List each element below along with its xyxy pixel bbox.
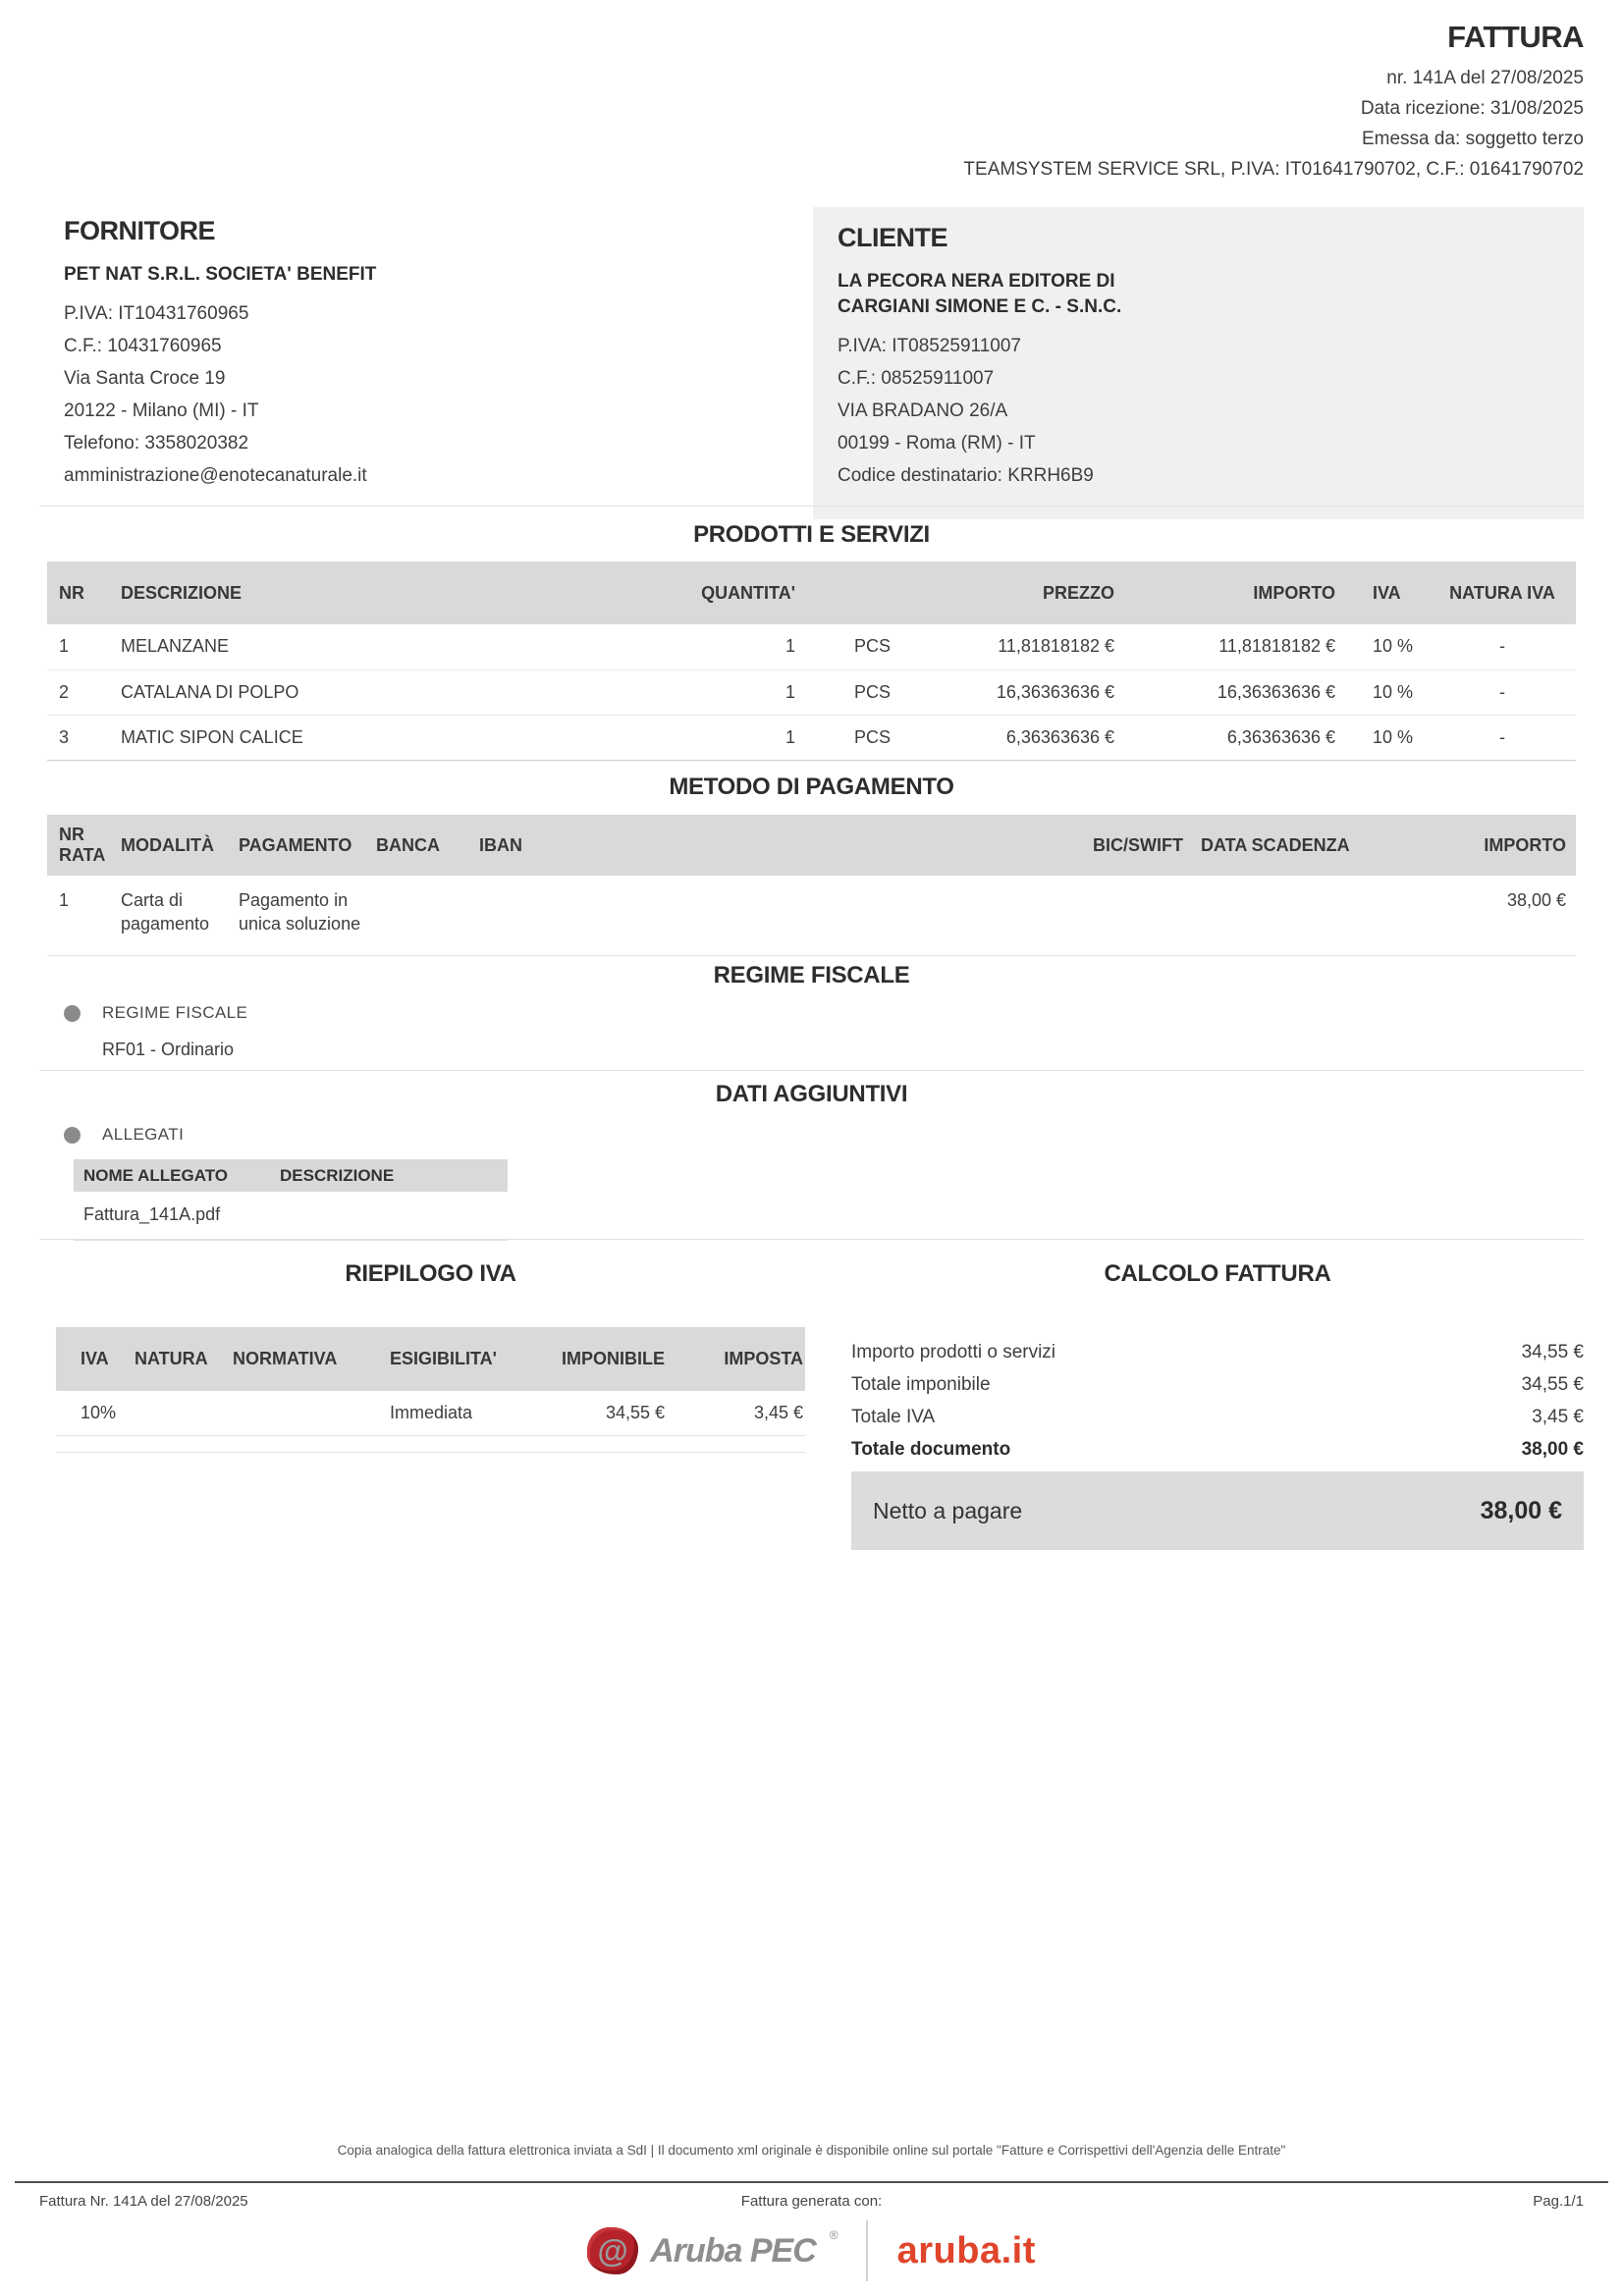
aruba-pec-wordmark: Aruba PEC: [650, 2231, 816, 2269]
footer-rule: [15, 2181, 1608, 2183]
intermediary-line: TEAMSYSTEM SERVICE SRL, P.IVA: IT01641790702, C.F.: 01641790702: [963, 159, 1584, 180]
col-iva: IVA: [1335, 561, 1429, 624]
footer-disclaimer: Copia analogica della fattura elettronica inviata a SdI | Il documento xml originale è disponibile online sul portale "Fatture e Corrispettivi dell'Agenzia delle Entrate": [337, 2143, 1286, 2158]
col-nome-allegato: NOME ALLEGATO: [83, 1165, 229, 1185]
cell-natura: -: [1429, 669, 1576, 715]
supplier-address: Via Santa Croce 19: [64, 368, 226, 389]
col-natura-iva: NATURA IVA: [1429, 561, 1576, 624]
bullet-icon: [64, 1127, 81, 1144]
cell-normativa: [233, 1391, 390, 1435]
registered-trademark-icon: ®: [829, 2228, 839, 2242]
regime-value: RF01 - Ordinario: [102, 1040, 235, 1059]
totals-label: Importo prodotti o servizi: [851, 1342, 1056, 1362]
payment-section-title: METODO DI PAGAMENTO: [669, 774, 954, 800]
allegati-header-row: [74, 1159, 508, 1192]
totals-value: 38,00 €: [1521, 1439, 1584, 1460]
customer-city: 00199 - Roma (RM) - IT: [838, 433, 1036, 454]
col-bic-swift: BIC/SWIFT: [992, 815, 1183, 876]
products-table: [47, 561, 1576, 761]
cell-iva: 10 %: [1335, 624, 1429, 669]
cell-descrizione: MATIC SIPON CALICE: [121, 715, 628, 760]
footer-invoice-ref: Fattura Nr. 141A del 27/08/2025: [39, 2193, 248, 2210]
additional-section-title: DATI AGGIUNTIVI: [715, 1081, 908, 1107]
cell-prezzo: 6,36363636 €: [893, 715, 1114, 760]
regime-label: REGIME FISCALE: [102, 1003, 248, 1022]
summary-section: [39, 1259, 1584, 1550]
customer-fiscal-code: C.F.: 08525911007: [838, 368, 995, 389]
col-nr: NR: [47, 561, 121, 624]
totals-label: Totale documento: [851, 1439, 1011, 1460]
totals-row: [851, 1368, 1584, 1401]
vat-table-footer-line: [56, 1452, 805, 1453]
section-divider: [39, 506, 1584, 507]
net-to-pay-label: Netto a pagare: [873, 1497, 1023, 1523]
col-modalita: MODALITÀ: [121, 815, 239, 876]
cell-prezzo: 11,81818182 €: [893, 624, 1114, 669]
cell-nr: 2: [47, 669, 121, 715]
col-descrizione: DESCRIZIONE: [121, 561, 628, 624]
totals-label: Totale IVA: [851, 1407, 936, 1427]
supplier-name: PET NAT S.R.L. SOCIETA' BENEFIT: [64, 264, 377, 285]
totals-title: CALCOLO FATTURA: [1104, 1260, 1331, 1287]
footer-generated-with: Fattura generata con:: [740, 2193, 883, 2210]
cell-iva: 10 %: [1335, 669, 1429, 715]
customer-name: LA PECORA NERA EDITORE DI CARGIANI SIMONE E C. - S.N.C.: [838, 271, 1122, 317]
table-row: [47, 715, 1576, 760]
customer-vat: P.IVA: IT08525911007: [838, 336, 1021, 356]
supplier-phone: Telefono: 3358020382: [64, 433, 249, 454]
customer-title: CLIENTE: [838, 223, 948, 252]
cell-um: PCS: [795, 715, 893, 760]
footer-page-number: Pag.1/1: [1533, 2193, 1584, 2210]
cell-esigibilita: Immediata: [390, 1391, 527, 1435]
totals-row: [851, 1401, 1584, 1433]
vat-header-row: [56, 1327, 805, 1391]
cell-prezzo: 16,36363636 €: [893, 669, 1114, 715]
col-quantita: QUANTITA': [628, 561, 795, 624]
regime-block: [64, 1003, 247, 1060]
table-row: [47, 624, 1576, 669]
table-row: [47, 669, 1576, 715]
col-banca: BANCA: [376, 815, 479, 876]
supplier-vat: P.IVA: IT10431760965: [64, 303, 249, 324]
reception-date-line: Data ricezione: 31/08/2025: [1360, 98, 1584, 119]
cell-iban: [479, 876, 992, 956]
invoice-number-line: nr. 141A del 27/08/2025: [1386, 68, 1584, 88]
cell-iva: 10%: [56, 1391, 135, 1435]
issued-by-line: Emessa da: soggetto terzo: [1361, 129, 1584, 149]
footer-info-bar: [0, 2193, 1623, 2210]
cell-imposta: 3,45 €: [665, 1391, 805, 1435]
cell-um: PCS: [795, 624, 893, 669]
vat-summary-title: RIEPILOGO IVA: [345, 1260, 516, 1287]
col-prezzo: PREZZO: [893, 561, 1114, 624]
cell-nr: 3: [47, 715, 121, 760]
cell-banca: [376, 876, 479, 956]
products-section-title: PRODOTTI E SERVIZI: [693, 521, 930, 548]
cell-nr-rata: 1: [47, 876, 121, 956]
aruba-it-wordmark: aruba.it: [896, 2229, 1036, 2271]
vat-summary-panel: [39, 1259, 805, 1550]
document-title: FATTURA: [1447, 20, 1584, 54]
supplier-panel: [39, 201, 766, 519]
col-data-scadenza: DATA SCADENZA: [1183, 815, 1389, 876]
cell-importo: 6,36363636 €: [1114, 715, 1335, 760]
col-imposta: IMPOSTA: [665, 1327, 805, 1391]
totals-row-document: [851, 1433, 1584, 1466]
table-row: [56, 1391, 805, 1435]
col-um: [795, 561, 893, 624]
aruba-pec-logo: [587, 2227, 839, 2274]
aruba-rose-at-icon: @: [587, 2227, 638, 2274]
cell-imponibile: 34,55 €: [527, 1391, 665, 1435]
col-importo: IMPORTO: [1389, 815, 1576, 876]
footer-logos: [0, 2209, 1623, 2293]
col-imponibile: IMPONIBILE: [527, 1327, 665, 1391]
cell-bic: [992, 876, 1183, 956]
invoice-totals-panel: [851, 1259, 1584, 1550]
supplier-city: 20122 - Milano (MI) - IT: [64, 400, 259, 421]
customer-panel: [813, 207, 1584, 519]
col-descrizione-allegato: DESCRIZIONE: [280, 1165, 395, 1185]
cell-pagamento: Pagamento in unica soluzione: [239, 876, 376, 956]
col-esigibilita: ESIGIBILITA': [390, 1327, 527, 1391]
vat-summary-table: [56, 1327, 805, 1436]
customer-address: VIA BRADANO 26/A: [838, 400, 1008, 421]
bullet-icon: [64, 1005, 81, 1022]
cell-natura: -: [1429, 715, 1576, 760]
totals-value: 3,45 €: [1532, 1407, 1584, 1427]
cell-quantita: 1: [628, 715, 795, 760]
totals-value: 34,55 €: [1521, 1374, 1584, 1395]
cell-um: PCS: [795, 669, 893, 715]
col-natura: NATURA: [135, 1327, 233, 1391]
totals-value: 34,55 €: [1521, 1342, 1584, 1362]
col-iva: IVA: [56, 1327, 135, 1391]
net-to-pay-box: [851, 1471, 1584, 1550]
regime-section-title: REGIME FISCALE: [713, 962, 910, 988]
allegati-block: [64, 1125, 508, 1241]
col-pagamento: PAGAMENTO: [239, 815, 376, 876]
payment-header-row: [47, 815, 1576, 876]
cell-importo: 16,36363636 €: [1114, 669, 1335, 715]
totals-label: Totale imponibile: [851, 1374, 991, 1395]
cell-scadenza: [1183, 876, 1389, 956]
col-importo: IMPORTO: [1114, 561, 1335, 624]
supplier-email: amministrazione@enotecanaturale.it: [64, 465, 367, 486]
supplier-title: FORNITORE: [64, 216, 216, 245]
allegati-label: ALLEGATI: [102, 1125, 185, 1144]
customer-sdi-code: Codice destinatario: KRRH6B9: [838, 465, 1094, 486]
logo-divider: [866, 2220, 868, 2281]
totals-row: [851, 1336, 1584, 1368]
cell-natura: [135, 1391, 233, 1435]
supplier-fiscal-code: C.F.: 10431760965: [64, 336, 222, 356]
cell-quantita: 1: [628, 669, 795, 715]
cell-natura: -: [1429, 624, 1576, 669]
allegati-table: [74, 1159, 508, 1241]
col-normativa: NORMATIVA: [233, 1327, 390, 1391]
cell-quantita: 1: [628, 624, 795, 669]
parties-section: [39, 201, 1584, 519]
cell-modalita: Carta di pagamento: [121, 876, 239, 956]
payment-table: [47, 815, 1576, 956]
col-nr-rata: NR RATA: [47, 815, 121, 876]
cell-nr: 1: [47, 624, 121, 669]
invoice-header: [963, 20, 1584, 185]
cell-importo: 38,00 €: [1389, 876, 1576, 956]
col-iban: IBAN: [479, 815, 992, 876]
cell-iva: 10 %: [1335, 715, 1429, 760]
cell-descrizione: CATALANA DI POLPO: [121, 669, 628, 715]
table-row: [47, 876, 1576, 956]
products-header-row: [47, 561, 1576, 624]
net-to-pay-value: 38,00 €: [1480, 1496, 1562, 1524]
cell-descrizione: MELANZANE: [121, 624, 628, 669]
attachment-file-name: Fattura_141A.pdf: [83, 1204, 221, 1224]
section-divider: [39, 1070, 1584, 1071]
cell-importo: 11,81818182 €: [1114, 624, 1335, 669]
section-divider: [39, 1239, 1584, 1240]
